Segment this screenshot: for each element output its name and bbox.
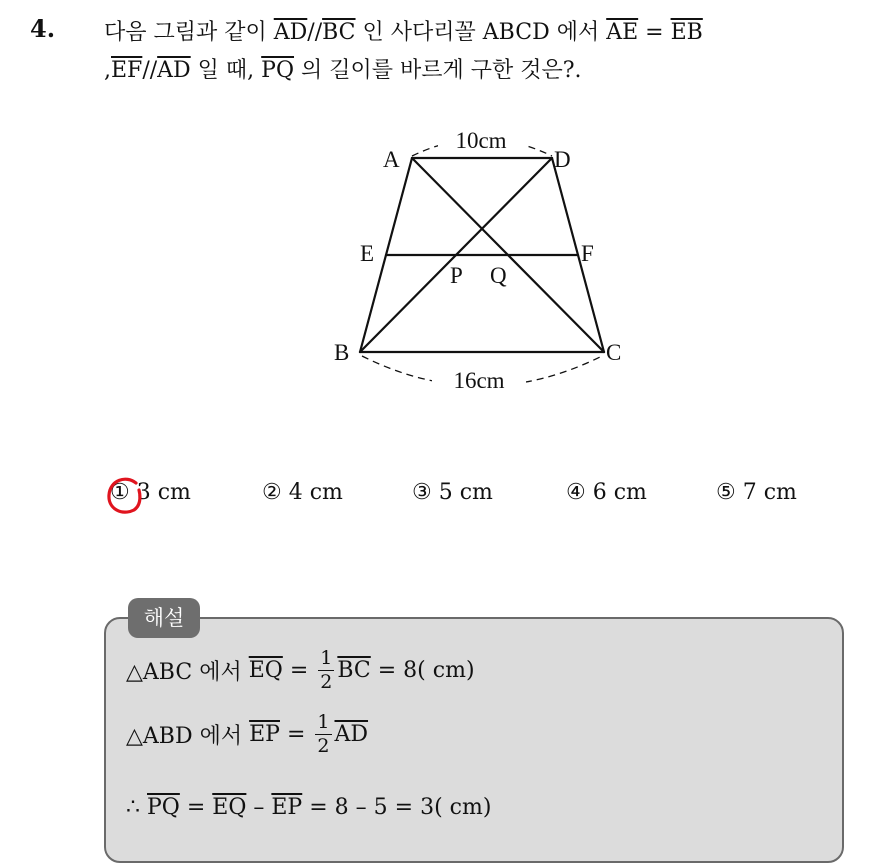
segment-eq: $\overline{EQ}$ (212, 795, 247, 820)
equals-sign: = (179, 795, 213, 820)
minus-sign: – (246, 795, 272, 820)
text-segment: 의 길이를 바르게 구한 것은?. (294, 58, 582, 83)
solution-tab: 해설 (128, 598, 200, 638)
segment-ad: $\overline{AD}$ (273, 20, 308, 45)
segment-eq: $\overline{EQ}$ (248, 658, 283, 683)
fraction-one-half (315, 713, 331, 756)
question-line-1 (104, 14, 864, 52)
segment-bc: $\overline{BC}$ (322, 20, 356, 45)
length-label-top: 10cm (455, 128, 507, 153)
segment-pq: $\overline{PQ}$ (261, 58, 295, 83)
point-label-q: Q (490, 263, 507, 288)
parallel-sign: // (307, 20, 323, 45)
question-text (104, 14, 864, 90)
text-segment: 다음 그림과 같이 (104, 20, 274, 45)
choice-number: ④ (566, 480, 586, 505)
question-line-2 (104, 52, 864, 90)
solution-line-1 (126, 649, 475, 692)
choice-text: 5 cm (438, 480, 493, 505)
equals-sign: = (279, 722, 313, 747)
solution-text: △ABD 에서 (126, 724, 250, 749)
length-label-bottom: 16cm (453, 368, 505, 393)
segment-eb: $\overline{EB}$ (670, 20, 703, 45)
segment-bc: $\overline{BC}$ (337, 658, 371, 683)
vertex-label-d: D (554, 147, 571, 172)
solution-text: = 8 – 5 = 3( cm) (302, 795, 492, 820)
segment-ep: $\overline{EP}$ (249, 722, 280, 747)
selected-answer-mark (106, 476, 144, 516)
choice-text: 6 cm (592, 480, 647, 505)
comma: , (104, 58, 111, 83)
text-segment: 일 때, (190, 58, 262, 83)
fraction-numerator: 1 (317, 711, 330, 733)
segment-pq: $\overline{PQ}$ (147, 795, 180, 820)
choice-1[interactable] (110, 480, 191, 505)
choice-text: 4 cm (288, 480, 343, 505)
choice-text: 3 cm (136, 480, 191, 505)
fraction-denominator: 2 (317, 735, 330, 757)
choice-2[interactable] (262, 480, 343, 505)
solution-line-3 (126, 795, 491, 820)
segment-ep: $\overline{EP}$ (271, 795, 303, 820)
solution-text: △ABC 에서 (126, 660, 249, 685)
segment-ae: $\overline{AE}$ (606, 20, 639, 45)
fraction-one-half (318, 649, 334, 692)
choice-number: ② (262, 480, 282, 505)
question-number: 4. (30, 14, 56, 43)
choice-number: ③ (412, 480, 432, 505)
fraction-denominator: 2 (320, 671, 333, 693)
solution-line-2 (126, 713, 368, 756)
equals-sign: = (638, 20, 671, 45)
vertex-label-c: C (606, 340, 622, 365)
choice-text: 7 cm (742, 480, 797, 505)
vertex-label-f: F (581, 241, 594, 266)
fraction-numerator: 1 (320, 647, 333, 669)
answer-choices (102, 480, 842, 516)
choice-4[interactable] (566, 480, 647, 505)
vertex-label-b: B (334, 340, 350, 365)
therefore-sign: ∴ (126, 795, 147, 820)
vertex-label-e: E (360, 241, 375, 266)
segment-ad: $\overline{AD}$ (157, 58, 191, 83)
point-label-p: P (450, 263, 463, 288)
choice-number: ⑤ (716, 480, 736, 505)
solution-box (104, 617, 844, 863)
text-segment: 인 사다리꼴 ABCD 에서 (355, 20, 607, 45)
vertex-label-a: A (383, 147, 400, 172)
equals-sign: = (282, 658, 316, 683)
parallel-sign: // (142, 58, 158, 83)
trapezoid-figure (320, 118, 640, 404)
solution-text: = 8( cm) (370, 658, 475, 683)
choice-3[interactable] (412, 480, 493, 505)
choice-number: ① (110, 480, 130, 505)
segment-ef: $\overline{EF}$ (111, 58, 143, 83)
segment-ad: $\overline{AD}$ (334, 722, 369, 747)
choice-5[interactable] (716, 480, 797, 505)
